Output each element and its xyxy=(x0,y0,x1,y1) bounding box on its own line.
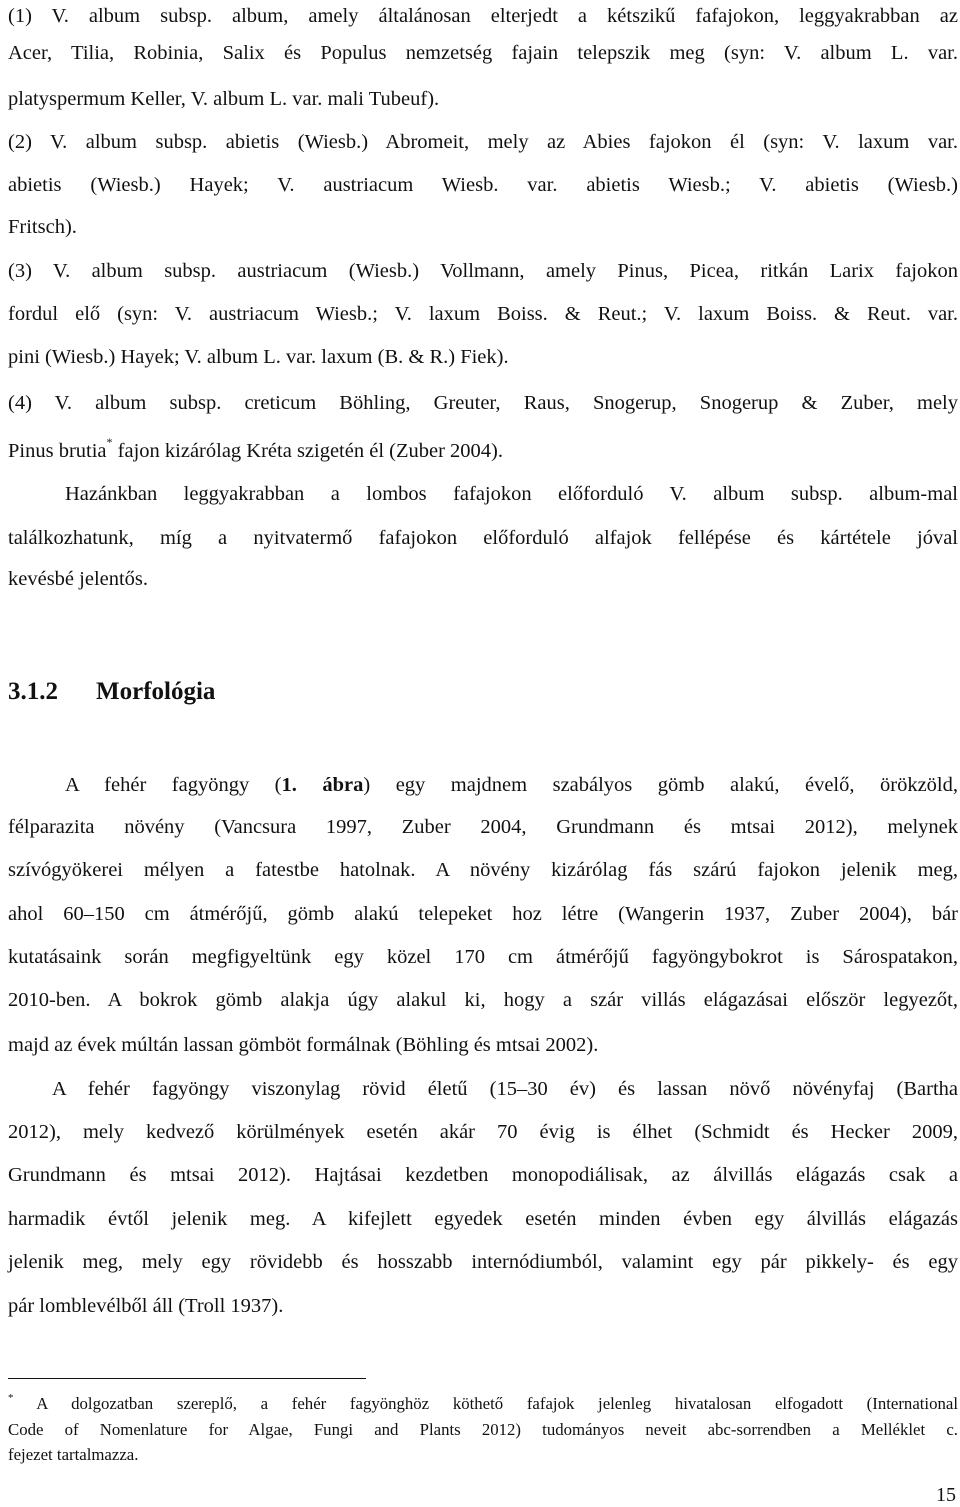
page-number: 15 xyxy=(936,1484,956,1506)
text-fragment: ) egy majdnem szabályos gömb alakú, évelő, örökzöld, xyxy=(363,774,958,796)
footnote-line: Code of Nomenlature for Algae, Fungi and Plants 2012) tudományos neveit abc-sorrendben a Melléklet c. xyxy=(8,1420,958,1439)
species-name: Pinus brutia xyxy=(8,440,107,462)
footnote-separator xyxy=(8,1378,366,1379)
text-line: (4) V. album subsp. creticum Böhling, Greuter, Raus, Snogerup, Snogerup & Zuber, mely xyxy=(8,392,958,414)
text-line: 2010-ben. A bokrok gömb alakja úgy alakul ki, hogy a szár villás elágazásai először legyezőt, xyxy=(8,989,958,1011)
text-line: szívógyökerei mélyen a fatestbe hatolnak. A növény kizárólag fás szárú fajokon jelenik meg, xyxy=(8,859,958,881)
text-line: pár lomblevélből áll (Troll 1937). xyxy=(8,1295,284,1317)
footnote-line: fejezet tartalmazza. xyxy=(8,1445,139,1464)
text-line: 2012), mely kedvező körülmények esetén akár 70 évig is élhet (Schmidt és Hecker 2009, xyxy=(8,1121,958,1143)
text-fragment: A fehér fagyöngy ( xyxy=(65,774,282,796)
text-line: találkozhatunk, míg a nyitvatermő fafajokon előforduló alfajok fellépése és kártétele jóval xyxy=(8,527,958,549)
section-title: Morfológia xyxy=(96,678,216,705)
text-line: Fritsch). xyxy=(8,216,77,238)
section-heading xyxy=(8,675,215,709)
text-line: platyspermum Keller, V. album L. var. mali Tubeuf). xyxy=(8,88,440,110)
text-line: kutatásaink során megfigyeltünk egy közel 170 cm átmérőjű fagyöngybokrot is Sárospatakon, xyxy=(8,946,958,968)
text-line: (3) V. album subsp. austriacum (Wiesb.) Vollmann, amely Pinus, Picea, ritkán Larix fajokon xyxy=(8,260,958,282)
text-line: ahol 60–150 cm átmérőjű, gömb alakú telepeket hoz létre (Wangerin 1937, Zuber 2004), bár xyxy=(8,903,958,925)
text-line: Acer, Tilia, Robinia, Salix és Populus nemzetség fajain telepszik meg (syn: V. album L. var. xyxy=(8,42,958,64)
figure-reference: 1. ábra xyxy=(281,774,364,796)
section-number: 3.1.2 xyxy=(8,678,58,705)
text-line: pini (Wiesb.) Hayek; V. album L. var. laxum (B. & R.) Fiek). xyxy=(8,346,509,368)
footnote-marker: * xyxy=(106,435,113,449)
footnote-marker: * xyxy=(8,1392,14,1404)
text-line xyxy=(65,771,958,799)
text-line: Grundmann és mtsai 2012). Hajtásai kezdetben monopodiálisak, az álvillás elágazás csak a xyxy=(8,1164,958,1186)
text-fragment: fajon kizárólag Kréta szigetén él (Zuber 2004). xyxy=(117,440,504,462)
text-line: harmadik évtől jelenik meg. A kifejlett egyedek esetén minden évben egy álvillás elágazás xyxy=(8,1208,958,1230)
text-line: jelenik meg, mely egy rövidebb és hosszabb internódiumból, valamint egy pár pikkely- és egy xyxy=(8,1251,958,1273)
text-line: (2) V. album subsp. abietis (Wiesb.) Abromeit, mely az Abies fajokon él (syn: V. laxum var. xyxy=(8,131,958,153)
text-line: abietis (Wiesb.) Hayek; V. austriacum Wiesb. var. abietis Wiesb.; V. abietis (Wiesb.) xyxy=(8,174,958,196)
text-line: félparazita növény (Vancsura 1997, Zuber 2004, Grundmann és mtsai 2012), melynek xyxy=(8,816,958,838)
text-line xyxy=(8,437,958,465)
footnote-text: A dolgozatban szereplő, a fehér fagyönghöz köthető fafajok jelenleg hivatalosan elfogadott (International xyxy=(36,1394,958,1413)
text-line: kevésbé jelentős. xyxy=(8,568,149,590)
footnote-line xyxy=(8,1393,958,1415)
text-line: Hazánkban leggyakrabban a lombos fafajokon előforduló V. album subsp. album-mal xyxy=(65,483,958,505)
text-line: fordul elő (syn: V. austriacum Wiesb.; V. laxum Boiss. & Reut.; V. laxum Boiss. & Reut. var. xyxy=(8,303,958,325)
text-line: majd az évek múltán lassan gömböt formálnak (Böhling és mtsai 2002). xyxy=(8,1034,599,1056)
text-line: (1) V. album subsp. album, amely általánosan elterjedt a kétszikű fafajokon, leggyakrabban az xyxy=(8,5,958,27)
text-line: A fehér fagyöngy viszonylag rövid életű (15–30 év) és lassan növő növényfaj (Bartha xyxy=(52,1078,958,1100)
